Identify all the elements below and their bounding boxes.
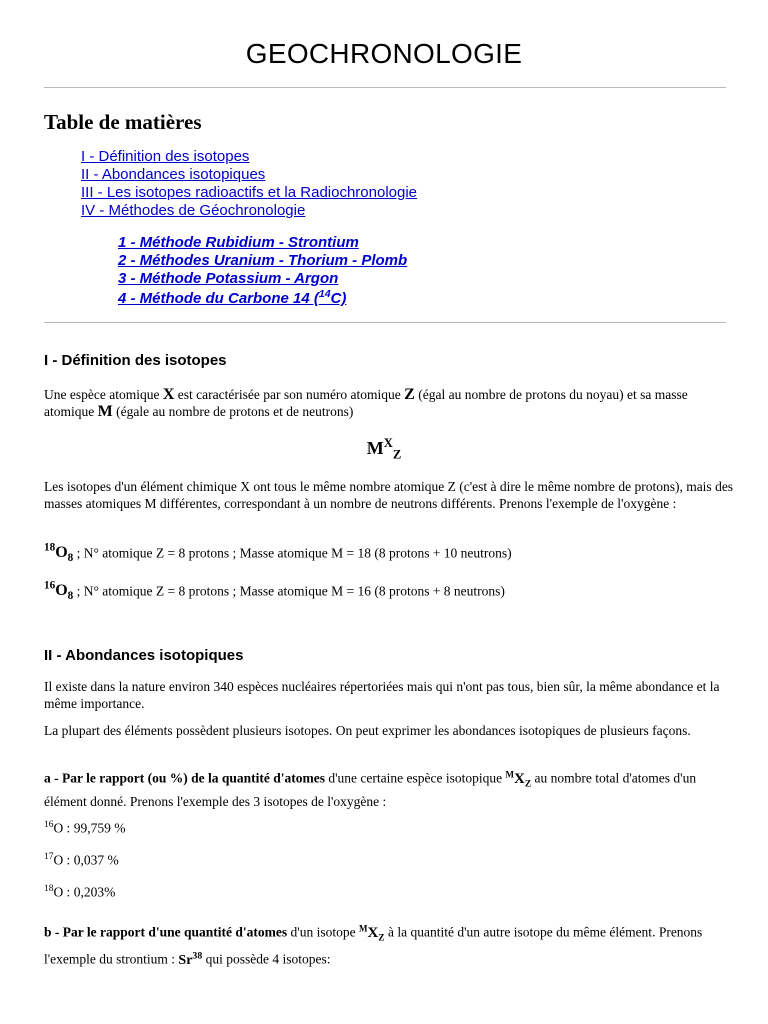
toc-link-uranium-thorium-plomb[interactable]: 2 - Méthodes Uranium - Thorium - Plomb: [118, 252, 408, 269]
page-title: GEOCHRONOLOGIE: [245, 38, 523, 69]
toc-link-rubidium-strontium[interactable]: 1 - Méthode Rubidium - Strontium: [118, 234, 359, 251]
ratio-b-paragraph: b - Par le rapport d'une quantité d'atomes d'un isotope $^MX_Z$ à la quantité d'un autre isotope du même élément. Prenons l'exemple du strontium : Sr$^{38}$ qui possède 4 isotopes:: [44, 923, 703, 968]
isotopes-paragraph: Les isotopes d'un élément chimique X ont tous le même nombre atomique Z (c'est à dire le même nombre de protons), mais des masses atomiques M différentes, correspondant à un nombre de neutrons différents. Prenons l'exemple de l'oxygène :: [44, 479, 734, 511]
toc-link-radiochronologie[interactable]: III - Les isotopes radioactifs et la Radiochronologie: [81, 184, 418, 201]
divider-toc: [44, 322, 726, 323]
ratio-a-paragraph: a - Par le rapport (ou %) de la quantité d'atomes d'une certaine espèce isotopique $^MX_Z$ au nombre total d'atomes d'un élément donné. Prenons l'exemple des 3 isotopes de l'oxygène :: [44, 769, 697, 810]
abondances-paragraph-2: La plupart des éléments possèdent plusieurs isotopes. On peut exprimer les abondances isotopiques de plusieurs façons.: [44, 723, 691, 738]
abundance-o18: $^{18}$O : 0,203%: [44, 884, 116, 900]
toc-link-potassium-argon[interactable]: 3 - Méthode Potassium - Argon: [118, 270, 339, 287]
abondances-paragraph-1: Il existe dans la nature environ 340 espèces nucléaires répertoriées mais qui n'ont pas tous, bien sûr, la même abondance et la même importance.: [44, 679, 720, 711]
definition-paragraph: Une espèce atomique X est caractérisée par son numéro atomique Z (égal au nombre de protons du noyau) et sa masse atomique M (égale au nombre de protons et de neutrons): [44, 386, 688, 420]
toc-link-abondances[interactable]: II - Abondances isotopiques: [81, 166, 266, 183]
oxygen-18-line: $^{18}O_8$ ; N° atomique Z = 8 protons ; Masse atomique M = 18 (8 protons + 10 neutrons): [44, 542, 512, 565]
section-abondances-heading: II - Abondances isotopiques: [44, 647, 244, 664]
toc-heading: Table de matières: [44, 110, 202, 134]
abundance-o17: $^{17}$O : 0,037 %: [44, 852, 119, 868]
toc-link-methodes[interactable]: IV - Méthodes de Géochronologie: [81, 202, 306, 219]
abundance-o16: $^{16}$O : 99,759 %: [44, 820, 126, 836]
oxygen-16-line: $^{16}O_8$ ; N° atomique Z = 8 protons ; Masse atomique M = 16 (8 protons + 8 neutrons): [44, 580, 505, 603]
divider-top: [44, 87, 726, 88]
toc-link-carbone-14[interactable]: 4 - Méthode du Carbone 14 ($^{14}$C): [118, 288, 347, 307]
toc-link-definition[interactable]: I - Définition des isotopes: [81, 148, 250, 165]
section-definition-heading: I - Définition des isotopes: [44, 352, 227, 369]
isotope-notation-formula: $M^X_Z$: [366, 436, 402, 462]
